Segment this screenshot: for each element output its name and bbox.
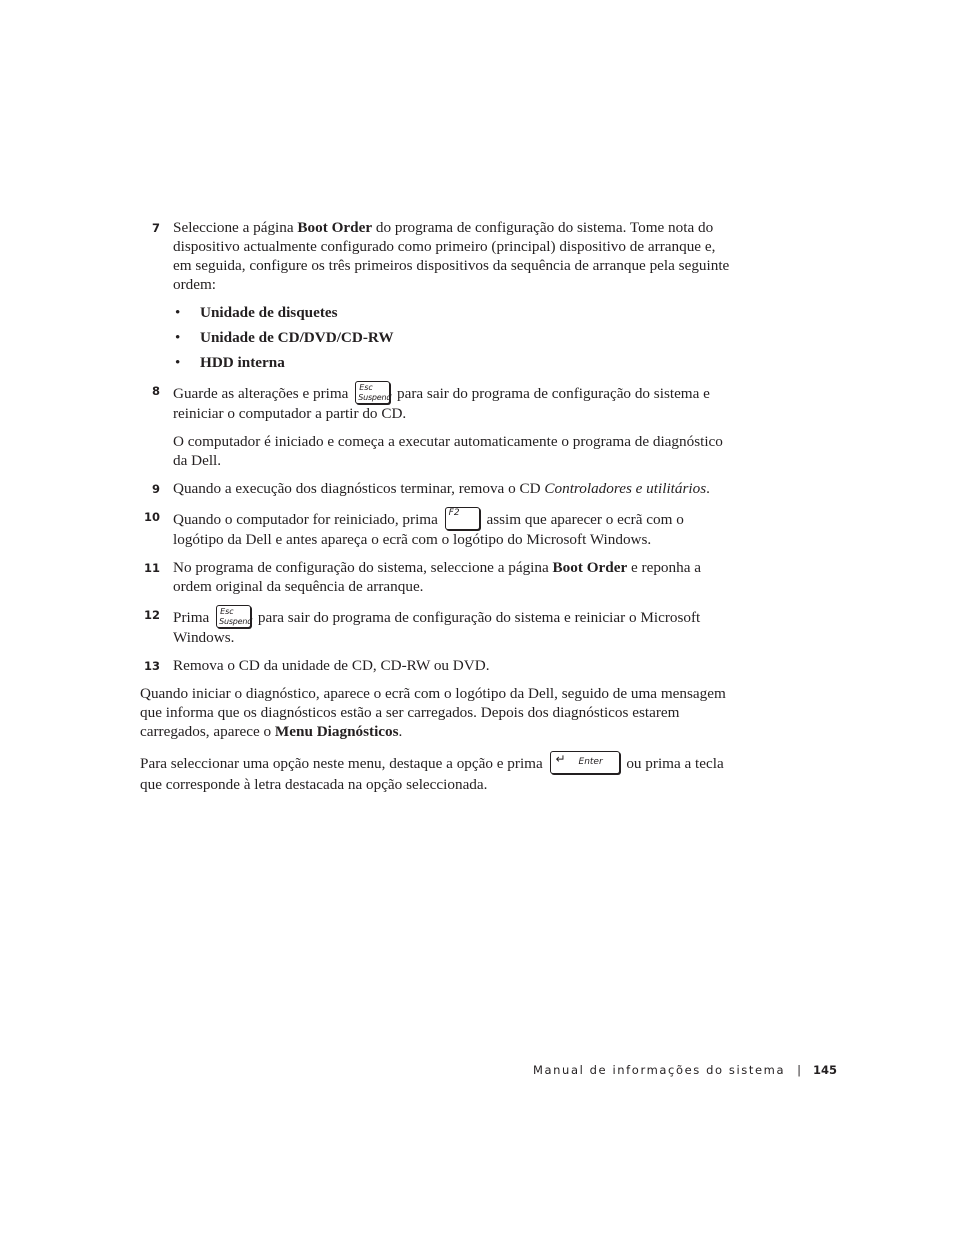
step-12 xyxy=(140,605,730,647)
step-9 xyxy=(140,479,730,498)
diagnostics-paragraph: Quando iniciar o diagnóstico, aparece o ecrã com o logótipo da Dell, seguido de uma mensagem que informa que os diagnósticos estão a ser carregados. Depois dos diagnósticos estarem carregados, aparece o Menu Diagnósticos. xyxy=(140,685,726,740)
step-8 xyxy=(140,381,730,470)
step-bold-term: Boot Order xyxy=(297,219,373,236)
step-number: 8 xyxy=(151,384,160,398)
document-body xyxy=(140,218,730,795)
step-number: 10 xyxy=(143,510,160,524)
step-text: para sair do programa de configuração do sistema e reiniciar o computador a partir do CD. xyxy=(173,385,710,422)
step-bold-term: Boot Order xyxy=(552,559,628,576)
step-text: e reponha a ordem original da sequência de arranque. xyxy=(173,559,701,595)
cd-title: Controladores e utilitários xyxy=(544,480,707,497)
step-11 xyxy=(140,558,730,596)
step-text: No programa de configuração do sistema, seleccione a página xyxy=(173,559,553,576)
step-text: Quando o computador for reiniciado, prima xyxy=(173,511,442,528)
step-text: Seleccione a página xyxy=(173,219,298,236)
list-item: • HDD interna xyxy=(173,353,730,372)
esc-key-icon: Esc Suspend xyxy=(355,381,390,404)
step-text: . xyxy=(706,480,710,497)
page-number: 145 xyxy=(812,1063,837,1077)
return-arrow-icon: ↵ xyxy=(555,752,566,766)
footer-separator: | xyxy=(797,1063,801,1077)
step-note: O computador é iniciado e começa a executar automaticamente o programa de diagnóstico da Dell. xyxy=(173,433,723,469)
step-text: Guarde as alterações e prima xyxy=(173,385,353,402)
page-footer xyxy=(533,1063,837,1077)
step-number: 9 xyxy=(151,482,160,496)
esc-key-icon: Esc Suspend xyxy=(216,605,251,628)
menu-selection-paragraph: Para seleccionar uma opção neste menu, destaque a opção e prima ↵ Enter ou prima a tecla que corresponde à letra destacada na opção seleccionada. xyxy=(140,752,724,793)
step-number: 7 xyxy=(151,221,160,235)
f2-key-icon: F2 xyxy=(445,507,480,530)
manual-title: Manual de informações do sistema xyxy=(533,1063,786,1077)
enter-key-icon: ↵ Enter xyxy=(550,751,620,774)
step-text: Quando a execução dos diagnósticos terminar, remova o CD xyxy=(173,480,545,497)
list-item: • Unidade de disquetes xyxy=(173,303,730,322)
list-item: • Unidade de CD/DVD/CD-RW xyxy=(173,328,730,347)
step-number: 11 xyxy=(143,561,160,575)
step-10 xyxy=(140,507,730,549)
step-7 xyxy=(140,218,730,372)
step-text: assim que aparecer o ecrã com o logótipo da Dell e antes apareça o ecrã com o logótipo do Microsoft Windows. xyxy=(173,511,684,548)
step-number: 12 xyxy=(143,608,160,622)
step-text: Prima xyxy=(173,609,214,626)
menu-name: Menu Diagnósticos xyxy=(274,723,399,740)
boot-order-list xyxy=(173,303,730,372)
step-text: do programa de configuração do sistema. Tome nota do dispositivo actualmente configurado como primeiro (principal) dispositivo de arranque e, em seguida, configure os três primeiros dispositivos da sequência de arranque pela seguinte ordem: xyxy=(173,219,730,293)
step-13 xyxy=(140,656,730,675)
step-text: Remova o CD da unidade de CD, CD-RW ou DVD. xyxy=(173,657,490,674)
step-text: para sair do programa de configuração do sistema e reiniciar o Microsoft Windows. xyxy=(173,609,701,646)
step-number: 13 xyxy=(143,659,160,673)
